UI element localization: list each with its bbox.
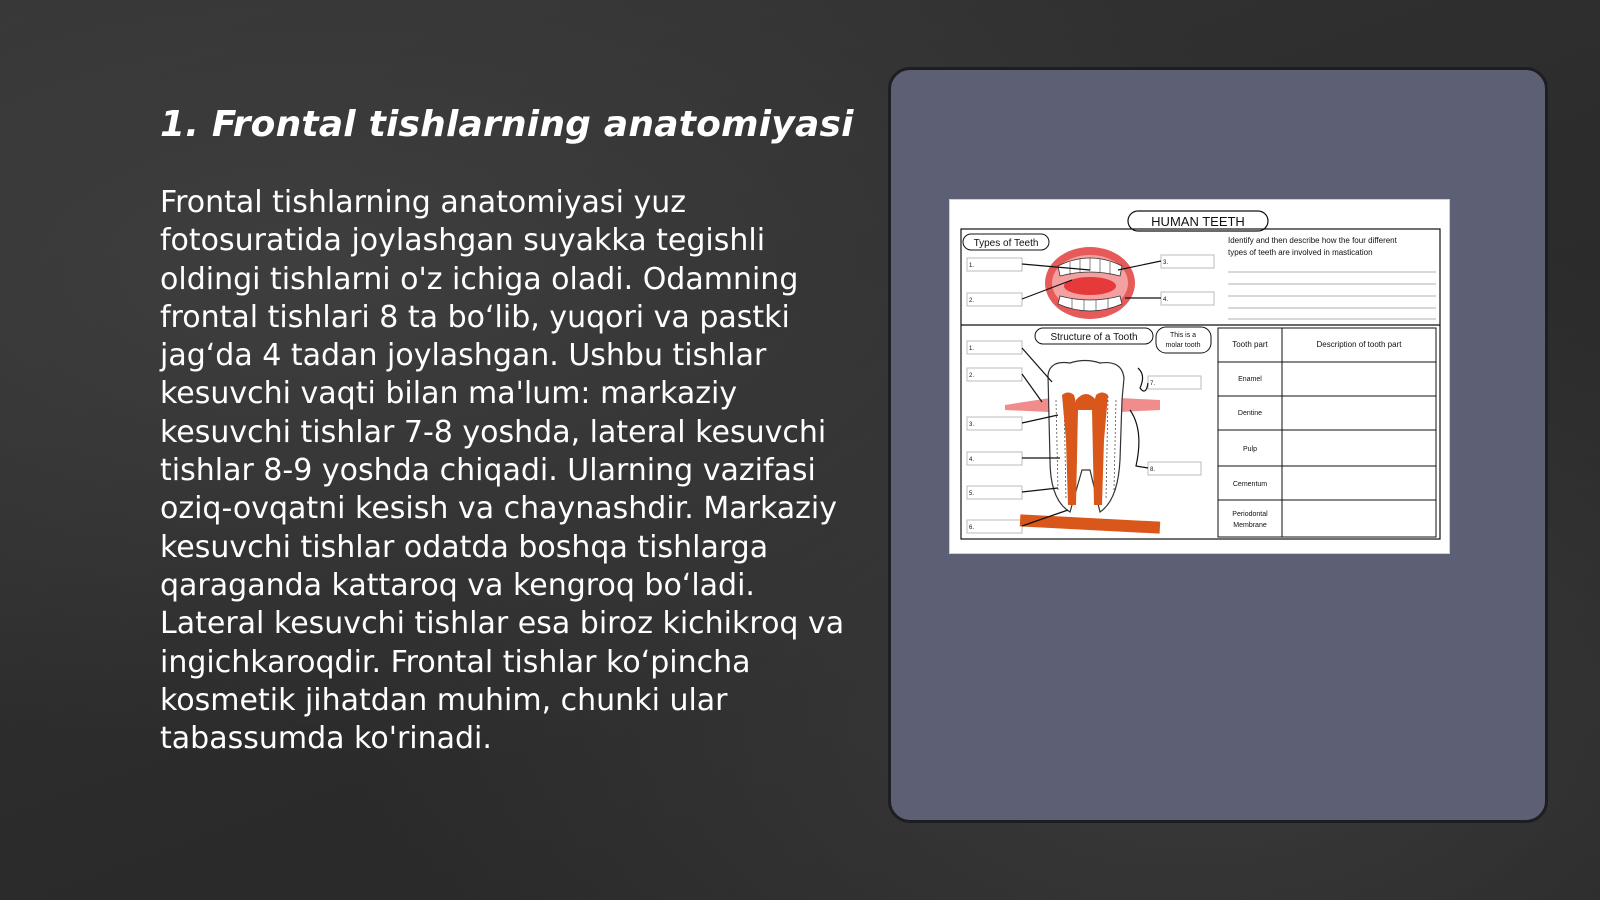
table-row-membrane: Membrane [1233,522,1267,529]
table-row-pulp: Pulp [1242,446,1258,453]
svg-text:4.: 4. [1163,297,1169,303]
slide-body-text: Frontal tishlarning anatomiyasi yuz fotosuratida joylashgan suyakka tegishli oldingi tishlarni o'z ichiga oladi. Odamning frontal tishlari 8 ta bo‘lib, yuqori va pastki jag‘da 4 tadan joylashgan. Ushbu tishlar kesuvchi vaqti bilan ma'lum: markaziy kesuvchi tishlar 7-8 yoshda, lateral kesuvchi tishlar 8-9 yoshda chiqadi. Ularning vazifasi oziq-ovqatni kesish va chaynashdir. Markaziy kesuvchi tishlar odatda boshqa tishlarga qaraganda kattaroq va kengroq bo‘ladi. Lateral kesuvchi tishlar esa biroz kichikroq va ingichkaroqdir. Frontal tishlar ko‘pincha kosmetik jihatdan muhim, chunki ular tabassumda ko'rinadi. [160,185,845,757]
slide-title: 1. Frontal tishlarning anatomiyasi [160,104,854,145]
svg-text:3.: 3. [969,422,975,428]
svg-text:7.: 7. [1150,381,1156,387]
table-header-description: Description of tooth part [1316,340,1402,349]
svg-text:5.: 5. [969,491,975,497]
svg-text:3.: 3. [1163,260,1169,266]
structure-heading: Structure of a Tooth [1050,332,1138,343]
open-mouth-illustration [1045,247,1135,319]
svg-text:1.: 1. [969,263,975,269]
svg-text:4.: 4. [969,457,975,463]
svg-text:molar tooth: molar tooth [1165,342,1201,349]
svg-text:This is a: This is a [1169,332,1197,339]
instruction-line-1: Identify and then describe how the four different [1228,236,1397,245]
human-teeth-worksheet-image [949,199,1450,554]
table-row-dentine: Dentine [1237,410,1263,417]
svg-text:6.: 6. [969,525,975,531]
svg-text:2.: 2. [969,373,975,379]
svg-text:2.: 2. [969,298,975,304]
svg-text:8.: 8. [1150,467,1156,473]
table-row-enamel: Enamel [1238,376,1262,383]
svg-text:1.: 1. [969,346,975,352]
tooth-cross-section-illustration [1005,361,1160,534]
table-row-cementum: Cementum [1232,481,1268,488]
instruction-line-2: types of teeth are involved in mastication [1228,248,1373,257]
types-of-teeth-heading: Types of Teeth [973,238,1039,249]
table-row-periodontal: Periodontal [1232,511,1268,518]
worksheet-title: HUMAN TEETH [1151,214,1245,229]
table-header-tooth-part: Tooth part [1232,340,1268,349]
tooth-part-table [1218,328,1436,537]
